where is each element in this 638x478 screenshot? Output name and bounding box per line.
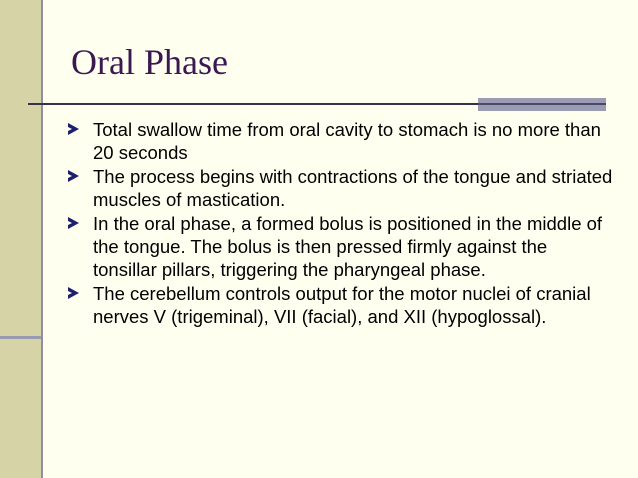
left-decorative-band	[0, 0, 41, 478]
arrow-bullet-icon	[68, 217, 79, 229]
arrow-bullet-icon	[68, 170, 79, 182]
title-accent-bar	[478, 98, 606, 111]
bullet-item	[68, 212, 616, 281]
slide-title: Oral Phase	[71, 42, 228, 82]
bullet-text: The process begins with contractions of the tongue and striated muscles of mastication.	[93, 166, 613, 210]
bullet-text: The cerebellum controls output for the motor nuclei of cranial nerves V (trigeminal), VII (facial), and XII (hypoglossal).	[93, 283, 591, 327]
left-band-divider	[41, 0, 43, 478]
bullet-item	[68, 118, 616, 164]
arrow-bullet-icon	[68, 123, 79, 135]
bullet-list	[68, 118, 616, 329]
accent-bar-bottom	[478, 105, 606, 111]
left-band-accent-line	[0, 336, 41, 339]
bullet-text: In the oral phase, a formed bolus is positioned in the middle of the tongue. The bolus is then pressed firmly against the tonsillar pillars, triggering the pharyngeal phase.	[93, 213, 603, 280]
bullet-text: Total swallow time from oral cavity to stomach is no more than 20 seconds	[93, 119, 601, 163]
bullet-item	[68, 165, 616, 211]
bullet-item	[68, 282, 616, 328]
title-underline	[28, 103, 498, 105]
arrow-bullet-icon	[68, 287, 79, 299]
